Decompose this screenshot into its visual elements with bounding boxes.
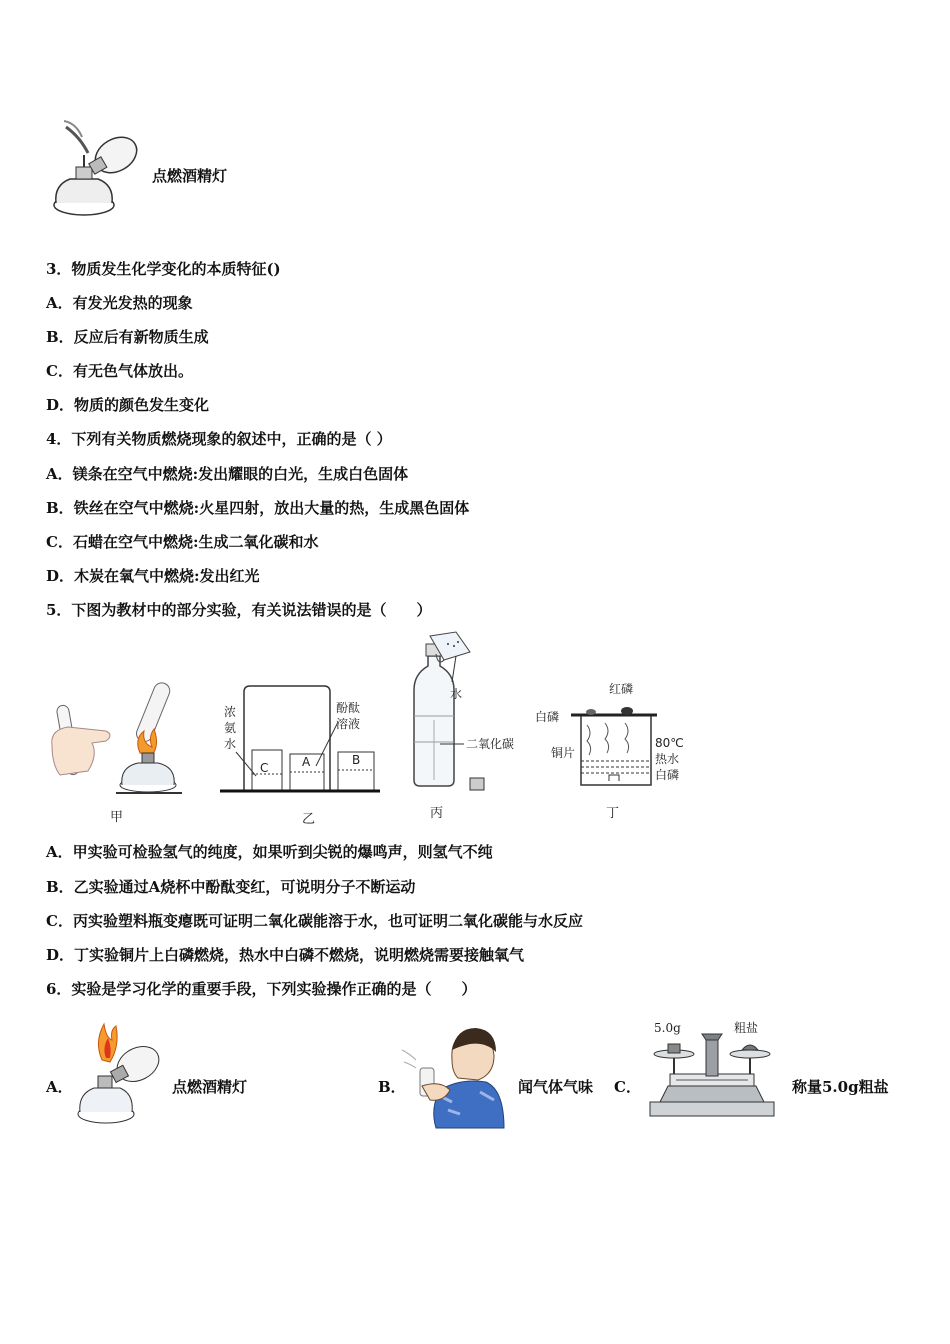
experiment-jia-figure — [48, 675, 188, 800]
q5-option-b: B．乙实验通过A烧杯中酚酞变红，可说明分子不断运动 — [46, 878, 416, 896]
fentai-label: 酚酞 — [336, 701, 361, 715]
white-p2-label: 白磷 — [655, 768, 680, 782]
q5-option-d: D．丁实验铜片上白磷燃烧，热水中白磷不燃烧，说明燃烧需要接触氧气 — [46, 946, 525, 964]
experiment-ding-figure — [535, 675, 695, 800]
q6-option-b-letter: B． — [378, 1078, 406, 1096]
copper-label: 铜片 — [551, 746, 576, 760]
q4-option-b: B．铁丝在空气中燃烧:火星四射，放出大量的热，生成黑色固体 — [46, 499, 470, 517]
beaker-c-label: C — [260, 761, 269, 775]
figure-yi-caption: 乙 — [302, 812, 316, 827]
scale-right-label: 粗盐 — [734, 1021, 759, 1035]
q5-option-c: C．丙实验塑料瓶变瘪既可证明二氧化碳能溶于水，也可证明二氧化碳能与水反应 — [46, 912, 583, 930]
scale-left-label: 5.0g — [654, 1021, 681, 1035]
white-p-label: 白磷 — [535, 710, 560, 724]
q4-option-c: C．石蜡在空气中燃烧:生成二氧化碳和水 — [46, 533, 319, 551]
rongye-label: 溶液 — [336, 717, 361, 731]
water-label: 水 — [450, 687, 463, 701]
temp-label: 80℃ — [655, 736, 684, 750]
beaker-b-label: B — [352, 753, 361, 767]
q6-option-c-caption: 称量5.0g粗盐 — [792, 1078, 889, 1096]
q6-option-b-figure — [400, 1020, 508, 1130]
q3-option-a: A．有发光发热的现象 — [46, 294, 193, 312]
an-label: 氨 — [224, 721, 237, 735]
q4-stem: 4．下列有关物质燃烧现象的叙述中，正确的是（ ） — [46, 430, 392, 448]
shui-label: 水 — [224, 737, 237, 751]
co2-label: 二氧化碳 — [466, 737, 515, 751]
q6-option-a-letter: A． — [46, 1078, 73, 1096]
q3-option-c: C．有无色气体放出。 — [46, 362, 193, 380]
q6-option-c-balance-figure — [640, 1012, 785, 1124]
experiment-yi-figure — [220, 680, 382, 805]
q5-stem: 5．下图为教材中的部分实验，有关说法错误的是（ ） — [46, 601, 432, 619]
q6-option-a-caption: 点燃酒精灯 — [172, 1078, 248, 1096]
q4-option-d: D．木炭在氧气中燃烧:发出红光 — [46, 567, 260, 585]
top-figure-caption: 点燃酒精灯 — [152, 167, 228, 185]
q4-option-a: A．镁条在空气中燃烧:发出耀眼的白光，生成白色固体 — [46, 465, 409, 483]
q6-option-b-caption: 闻气体气味 — [518, 1078, 594, 1096]
q6-stem: 6．实验是学习化学的重要手段，下列实验操作正确的是（ ） — [46, 980, 477, 998]
q6-option-a-figure — [72, 1020, 168, 1128]
figure-bing-caption: 丙 — [430, 806, 444, 821]
red-p-label: 红磷 — [609, 682, 634, 696]
figure-ding-caption: 丁 — [606, 806, 620, 821]
q5-option-a: A．甲实验可检验氢气的纯度，如果听到尖锐的爆鸣声，则氢气不纯 — [46, 843, 493, 861]
q6-option-c-letter: C． — [614, 1078, 641, 1096]
q3-option-d: D．物质的颜色发生变化 — [46, 396, 210, 414]
beaker-a-label: A — [302, 755, 311, 769]
nong-label: 浓 — [224, 705, 237, 719]
alcohol-lamp-tilted-figure — [46, 115, 146, 220]
hot-water-label: 热水 — [655, 752, 680, 766]
q3-stem: 3．物质发生化学变化的本质特征() — [46, 260, 281, 278]
q3-option-b: B．反应后有新物质生成 — [46, 328, 209, 346]
experiment-bing-figure — [400, 630, 530, 795]
figure-jia-caption: 甲 — [110, 810, 124, 825]
